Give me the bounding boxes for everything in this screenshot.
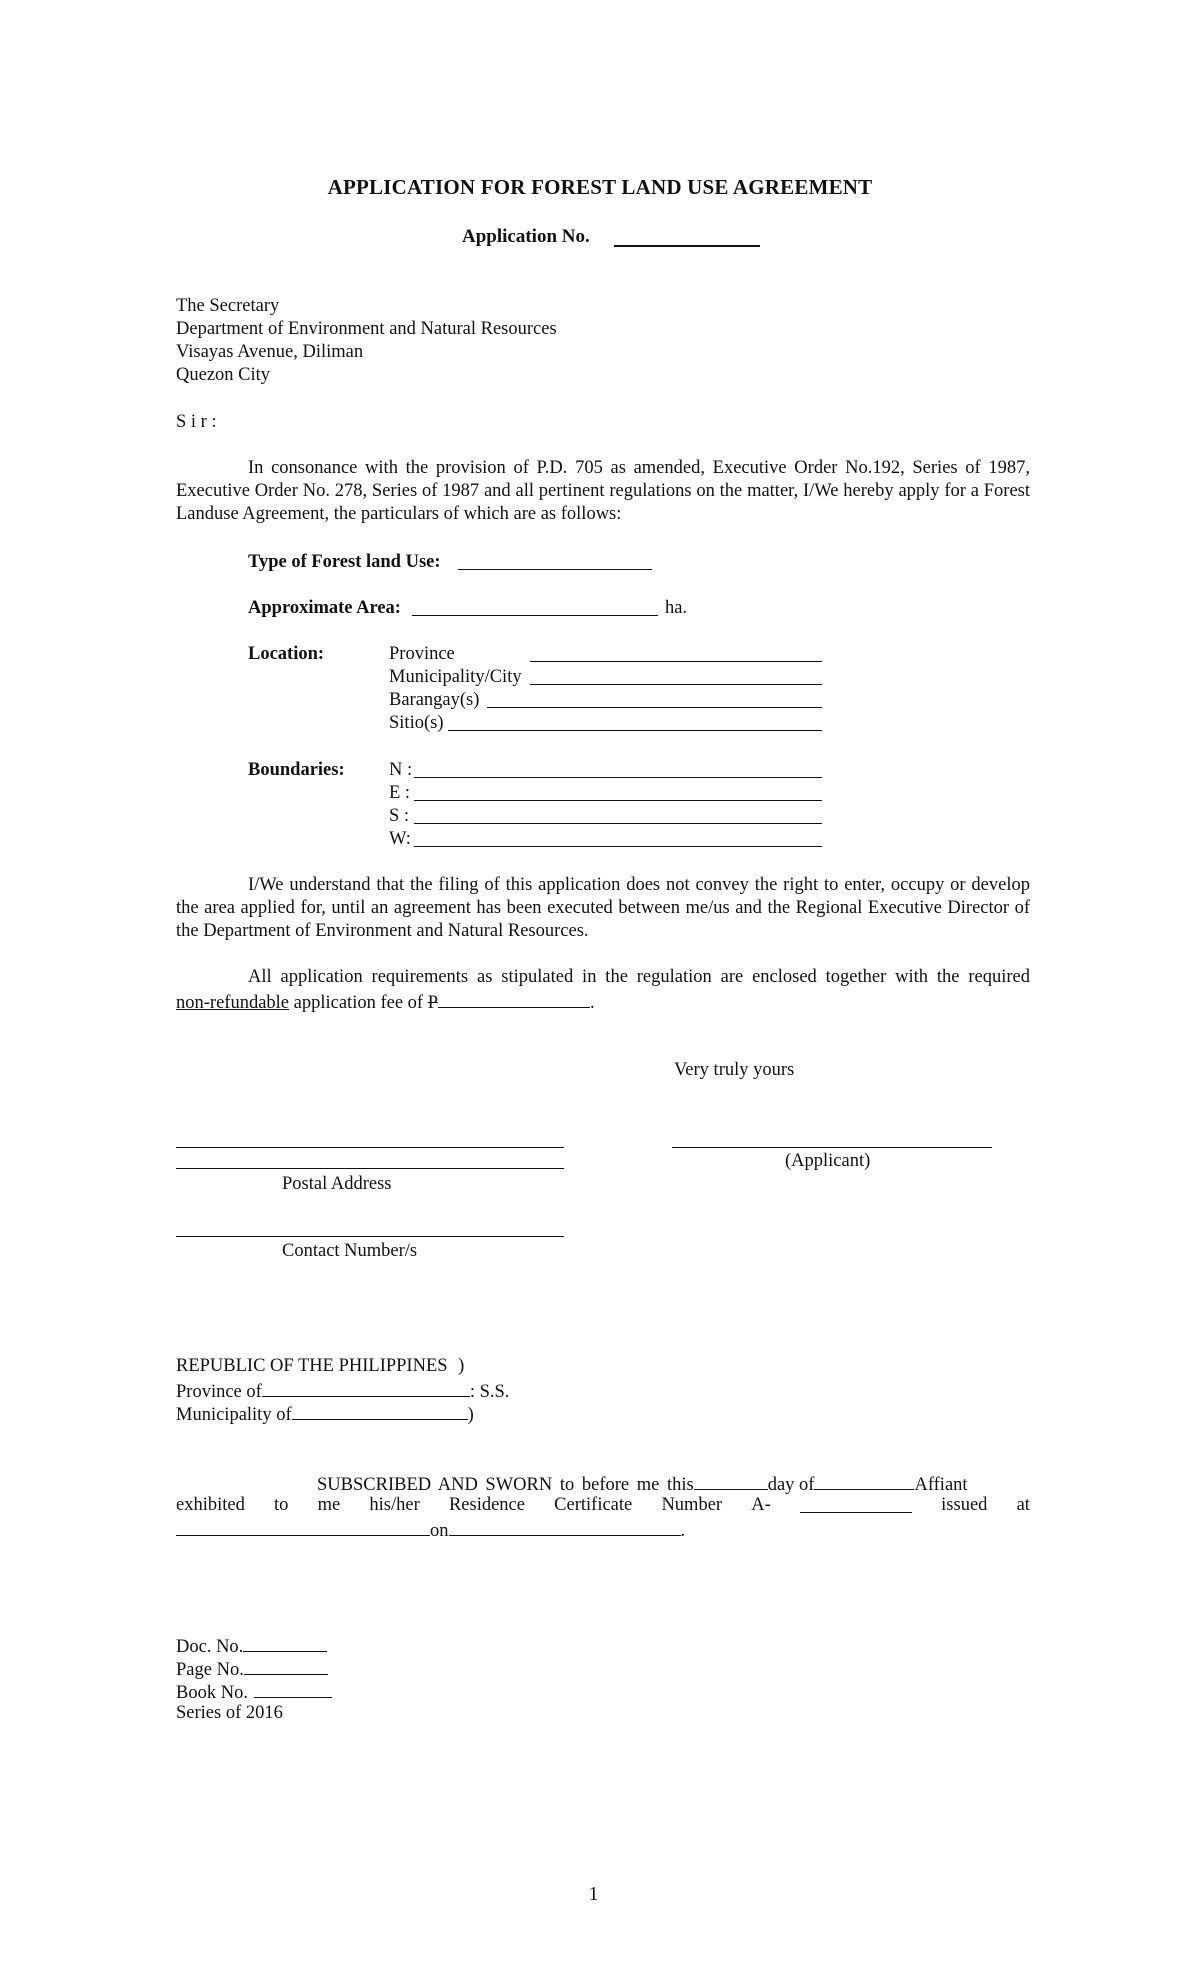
on-word: on [430, 1521, 449, 1541]
number-word: Number [661, 1495, 723, 1515]
province-of-label: Province of [176, 1382, 262, 1402]
doc-no-label: Doc. No. [176, 1637, 244, 1657]
republic-paren: ) [458, 1356, 465, 1376]
republic-label: REPUBLIC OF THE PHILIPPINES [176, 1356, 448, 1376]
fee-text: application fee of [293, 993, 424, 1013]
east-label: E : [389, 783, 411, 803]
application-number-field[interactable] [614, 245, 760, 247]
doc-no-field[interactable] [243, 1633, 327, 1652]
municipality-of-line [176, 1401, 474, 1427]
municipality-field[interactable] [530, 684, 822, 685]
subscribed-text: SUBSCRIBED AND SWORN to before me this [317, 1475, 694, 1495]
west-label: W: [389, 829, 411, 849]
fee-period: . [590, 993, 595, 1013]
affiant-text: Affiant [914, 1475, 968, 1495]
day-field[interactable] [694, 1471, 768, 1490]
type-of-use-label: Type of Forest land Use: [248, 552, 441, 572]
east-field[interactable] [414, 800, 822, 801]
municipality-label: Municipality/City [389, 667, 522, 687]
non-refundable-text: non-refundable [176, 993, 290, 1013]
at-word: at [1016, 1495, 1030, 1515]
page-no-field[interactable] [244, 1656, 328, 1675]
barangay-field[interactable] [487, 707, 822, 708]
ss-label: : S.S. [469, 1382, 510, 1402]
issued-at-line [176, 1517, 685, 1543]
province-of-field[interactable] [262, 1378, 470, 1397]
salutation: S i r : [176, 412, 217, 432]
south-field[interactable] [414, 823, 822, 824]
peso-sign: P [427, 993, 438, 1013]
me-word: me [317, 1495, 341, 1515]
north-field[interactable] [414, 777, 822, 778]
series-label: Series of 2016 [176, 1703, 283, 1723]
applicant-label: (Applicant) [785, 1151, 871, 1171]
issued-place-field[interactable] [176, 1517, 430, 1536]
postal-address-label: Postal Address [282, 1174, 392, 1194]
document-title: APPLICATION FOR FOREST LAND USE AGREEMENT [327, 175, 873, 199]
requirements-line-2 [176, 989, 595, 1015]
republic-line [176, 1355, 464, 1378]
very-truly-yours: Very truly yours [674, 1060, 795, 1080]
certificate-number-field[interactable] [800, 1494, 912, 1513]
understanding-paragraph: I/We understand that the filing of this application does not convey the right to enter, occupy or develop the area applied for, until an agreement has been executed between me/us and the Regional Executive Director of the Department of Environment and Natural Resources. [176, 875, 1030, 941]
book-no-field[interactable] [254, 1679, 332, 1698]
barangay-label: Barangay(s) [389, 690, 480, 710]
issued-word: issued [941, 1495, 988, 1515]
his-her-word: his/her [369, 1495, 420, 1515]
a-dash-word: A- [751, 1495, 771, 1515]
approximate-area-label: Approximate Area: [248, 598, 401, 618]
application-number-label: Application No. [462, 226, 590, 247]
area-unit: ha. [665, 598, 688, 618]
approximate-area-field[interactable] [412, 615, 658, 616]
book-no-label: Book No. [176, 1683, 248, 1703]
certificate-word: Certificate [554, 1495, 633, 1515]
contact-numbers-label: Contact Number/s [282, 1241, 418, 1261]
province-field[interactable] [530, 661, 822, 662]
issued-date-field[interactable] [449, 1517, 681, 1536]
addressee-line-1: The Secretary [176, 296, 280, 316]
boundaries-label: Boundaries: [248, 760, 345, 780]
applicant-signature-field[interactable] [672, 1147, 992, 1148]
month-field[interactable] [814, 1471, 914, 1490]
address-field-line-2[interactable] [176, 1168, 564, 1169]
west-field[interactable] [414, 846, 822, 847]
intro-paragraph: In consonance with the provision of P.D. 705 as amended, Executive Order No.192, Series of 1987, Executive Order No. 278, Series of 1987 and all pertinent regulations on the matter, I/We hereby apply for a Forest Landuse Agreement, the particulars of which are as follows: [176, 458, 1030, 524]
sworn-period: . [680, 1521, 686, 1541]
address-field-line-1[interactable] [176, 1147, 564, 1148]
sitio-label: Sitio(s) [389, 713, 444, 733]
addressee-line-4: Quezon City [176, 365, 271, 385]
residence-word: Residence [448, 1495, 525, 1515]
location-label: Location: [248, 644, 325, 664]
sitio-field[interactable] [448, 730, 822, 731]
municipality-of-field[interactable] [292, 1401, 468, 1420]
exhibited-line [176, 1494, 1030, 1517]
south-label: S : [389, 806, 410, 826]
contact-number-field[interactable] [176, 1236, 564, 1237]
to-word: to [274, 1495, 289, 1515]
addressee-line-3: Visayas Avenue, Diliman [176, 342, 364, 362]
day-of-text: day of [767, 1475, 815, 1495]
north-label: N : [389, 760, 413, 780]
exhibited-word: exhibited [176, 1495, 245, 1515]
province-label: Province [389, 644, 455, 664]
page-number: 1 [588, 1883, 599, 1905]
fee-amount-field[interactable] [438, 989, 590, 1008]
page-no-label: Page No. [176, 1660, 244, 1680]
municipality-paren: ) [467, 1405, 474, 1425]
requirements-line-1: All application requirements as stipulated in the regulation are enclosed together with the required [248, 967, 1030, 987]
addressee-line-2: Department of Environment and Natural Resources [176, 319, 557, 339]
municipality-of-label: Municipality of [176, 1405, 292, 1425]
type-of-use-field[interactable] [458, 569, 652, 570]
